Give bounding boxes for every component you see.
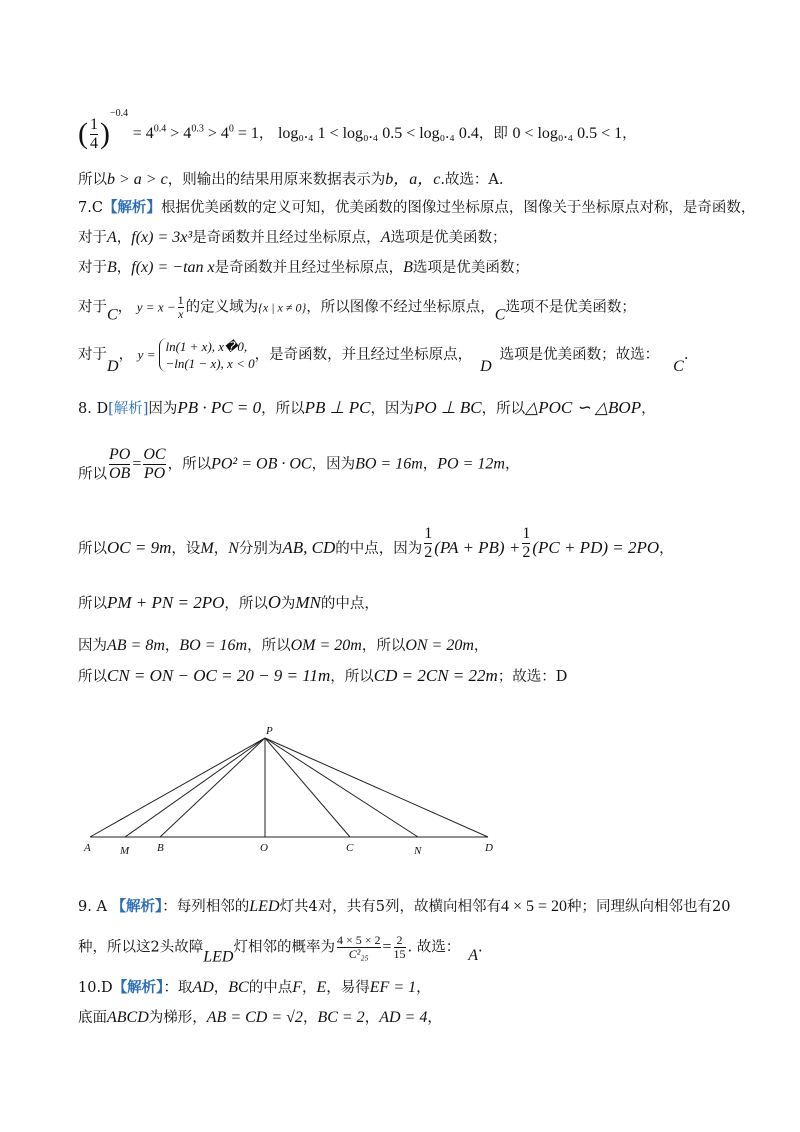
l1-end: ， [622,126,637,142]
text: ， [302,1010,318,1026]
paren-close: ) [100,117,110,150]
text: ；故选：D [497,669,568,685]
text: ， [504,456,520,473]
label-A: A [84,842,91,854]
text: 分别为 [238,541,283,557]
text: 对于 [78,260,107,276]
text: 所以 [78,596,107,612]
math: y = x − [136,299,176,315]
fraction-oc-po: $\frac{OC}{PO}$ [143,446,166,482]
math: △POC ∽ △BOP [525,398,642,417]
text: 因为 [78,638,107,654]
math: PO = 12m [437,455,505,473]
q8-line-2 [78,446,519,485]
math: f(x) = −tan x [131,259,215,276]
fraction-one-quarter: $\frac{1}{4}$ [90,115,98,152]
q8-line-1 [78,398,656,419]
text: ， [659,541,674,557]
math: C [494,306,506,324]
text: 对于 [78,347,107,363]
math: E [316,979,327,996]
q8-line-4 [78,592,379,614]
text: 对于 [78,299,107,316]
math: PM + PN = 2PO [107,593,225,612]
text: 为 [280,596,296,612]
line-PD [265,738,488,837]
math: N [228,540,239,557]
geometry-figure [0,724,800,864]
text: 是奇函数并且经过坐标原点， [192,230,381,246]
label-N: N [414,845,422,857]
q9-line-1 [78,897,730,917]
text: . 故选： [407,939,461,956]
question-number: 7.C [78,200,103,216]
q8-line-5 [78,636,488,656]
text: ， [427,1010,442,1026]
fraction-probability-2: $\frac{2}{15}$ [393,933,406,961]
text: ， [213,541,229,557]
math: PO² = OB · OC [211,455,312,473]
math: PO ⊥ BC [413,398,482,417]
label-B: B [157,842,164,854]
math: A [380,229,391,246]
case-2: −ln(1 − x), x < 0 [165,356,255,371]
math: D [107,358,119,375]
question-number: 10.D [78,980,113,996]
math: AD = 4 [379,1009,428,1026]
text: 根据优美函数的定义可知，优美函数的图像过坐标原点，图像关于坐标原点对称，是奇函数， [160,200,756,216]
math: b，a，c [385,171,441,188]
label-M: M [120,845,130,857]
text: ：取 [163,980,193,996]
text: ，所以 [247,638,291,654]
log-ineq2: 0 < log₀.₄ 0.5 < 1 [512,125,623,142]
math: AB, CD [282,538,336,557]
q8-line-6 [78,666,567,687]
text: ， [164,638,180,654]
analysis-tag: 【解析】 [111,898,163,915]
math: BO = 16m [179,637,248,654]
text: 所以 [78,541,107,557]
question-number: 8. D [78,401,109,417]
text: ：每列相邻的 [162,899,250,915]
math: b > a > c [107,171,168,188]
text: 的中点， [320,596,379,612]
l1-ji: ，即 [478,126,508,142]
math: A [107,229,117,246]
line-PB [160,738,265,837]
text: ， [473,638,489,654]
math: PB ⊥ PC [304,398,371,417]
label-D: D [485,842,493,854]
text: . [683,347,689,363]
label-C: C [346,842,354,854]
math: (PC + PD) = 2PO [532,538,660,557]
l1-comma: ， [258,126,274,142]
q7-option-d [78,338,688,377]
math: OM = 20m [290,637,362,654]
log-ineq: log₀.₄ 1 < log₀.₄ 0.5 < log₀.₄ 0.4 [277,125,479,142]
text: ，因为 [370,401,414,417]
math: LED [203,948,234,966]
text: 对于 [78,230,107,246]
line-1 [78,104,637,153]
q7-option-b [78,258,529,278]
math: AB = CD = √2 [206,1009,303,1026]
math: B [107,259,117,276]
math: AB = 8m [107,637,165,654]
text: 所以 [78,669,107,685]
eq-chain: = $4^{0.4} > 4^{0.3} > 4^0 = 1$ [132,123,259,142]
fraction-one-over-x: $\frac{1}{x}$ [177,293,184,321]
text: 的中点 [248,980,293,996]
text: 选项是优美函数；故选： [499,347,660,363]
exp-neg: −0.4 [110,108,129,119]
math: 4 × 5 = 20 [500,898,568,915]
text: 灯相邻的概率为 [233,939,335,956]
math: {x | x ≠ 0} [258,300,307,315]
fraction-half-2: $\frac{1}{2}$ [522,525,531,561]
case-1: ln(1 + x), x�0, [165,339,248,354]
text: 种；同理纵向相邻也有20 [567,899,731,915]
fraction-po-ob: $\frac{PO}{OB}$ [109,446,131,482]
text: ， [364,1010,380,1026]
analysis-tag: 【解析】 [112,979,164,996]
text: ，易得 [326,980,370,996]
analysis-tag: 【解析】 [102,199,161,216]
math: BC = 2 [317,1009,365,1026]
text: . [478,939,483,956]
math: AD [192,979,214,996]
math: BC [228,979,249,996]
math: PB · PC = 0 [177,398,262,417]
math: C [673,358,684,375]
line-PM [125,738,265,837]
math: ABCD [107,1009,149,1026]
text: ， [117,299,133,316]
q10-line-2 [78,1008,442,1028]
text: ， [641,401,656,417]
q7-option-a [78,228,506,248]
text: 种，所以这2头故障 [78,939,204,956]
text: ，所以 [481,401,526,417]
text: 是奇函数并且经过坐标原点， [214,260,404,276]
text: ， [416,980,431,996]
text: 选项是优美函数； [390,230,507,246]
analysis-tag: [解析] [108,401,149,417]
text: ， [422,456,438,473]
text: 所以 [78,172,107,188]
q8-line-3 [78,525,674,562]
text: ，所以 [361,638,406,654]
math: M [200,540,214,557]
math: O [267,592,281,612]
text: ，则输出的结果用原来数据表示为 [167,172,386,188]
q10-line-1 [78,978,431,998]
text: ，设 [171,541,201,557]
text: 为梯形， [148,1010,207,1026]
text: ，是奇函数，并且经过坐标原点， [254,347,473,363]
math: B [403,259,413,276]
label-O: O [260,842,268,854]
text: ，因为 [311,456,356,473]
text: 底面 [78,1010,107,1026]
label-P: P [266,725,273,737]
text: .故选：A. [440,172,504,188]
text: ，所以 [261,401,305,417]
line-PA [90,738,265,837]
math: A [468,946,479,964]
math: f(x) = 3x³ [131,229,193,246]
line-2 [78,170,504,190]
math: C [107,306,118,324]
text: 灯共4对，共有5列，故横向相邻有 [279,899,501,915]
text: 的定义域为 [185,299,259,316]
equals: = [382,938,392,956]
text: ，所以 [330,669,374,685]
text: 所以 [78,466,107,483]
line-PN [265,738,418,837]
text: ， [213,980,229,996]
paren-frac: ( [78,117,88,150]
math: OC = 9m [107,538,172,557]
math: y = [137,347,156,362]
text: ， [302,980,317,996]
text: 选项是优美函数； [412,260,529,276]
math: ON = 20m [405,637,474,654]
math: F [292,979,302,996]
text: 的中点，因为 [335,541,423,557]
math: MN [295,593,321,612]
question-number: 9. A [78,899,112,915]
fraction-half-1: $\frac{1}{2}$ [424,525,433,561]
text: ， [118,347,134,363]
math: LED [249,898,280,915]
math: CD = 2CN = 22m [373,666,498,685]
math: D [480,358,492,375]
text: 因为 [148,401,178,417]
equals: = [132,455,142,473]
text: ，所以 [167,456,212,473]
text: ，所以 [224,596,268,612]
text: ， [116,260,132,276]
math: BO = 16m [355,455,423,473]
piecewise-brace [159,338,254,372]
math: (PA + PB) + [434,538,521,557]
line-PC [265,738,350,837]
q7-header [78,198,755,218]
text: 选项不是优美函数； [505,299,636,316]
text: ， [116,230,132,246]
fraction-probability-1: $\frac{4 \times 5 \times 2}{\text{C²₂₅}}$ [336,933,381,961]
math: CN = ON − OC = 20 − 9 = 11m [107,666,331,685]
text: ，所以图像不经过坐标原点， [306,299,495,316]
q9-line-2 [78,934,483,968]
q7-option-c [78,294,636,326]
math: EF = 1 [369,979,417,996]
